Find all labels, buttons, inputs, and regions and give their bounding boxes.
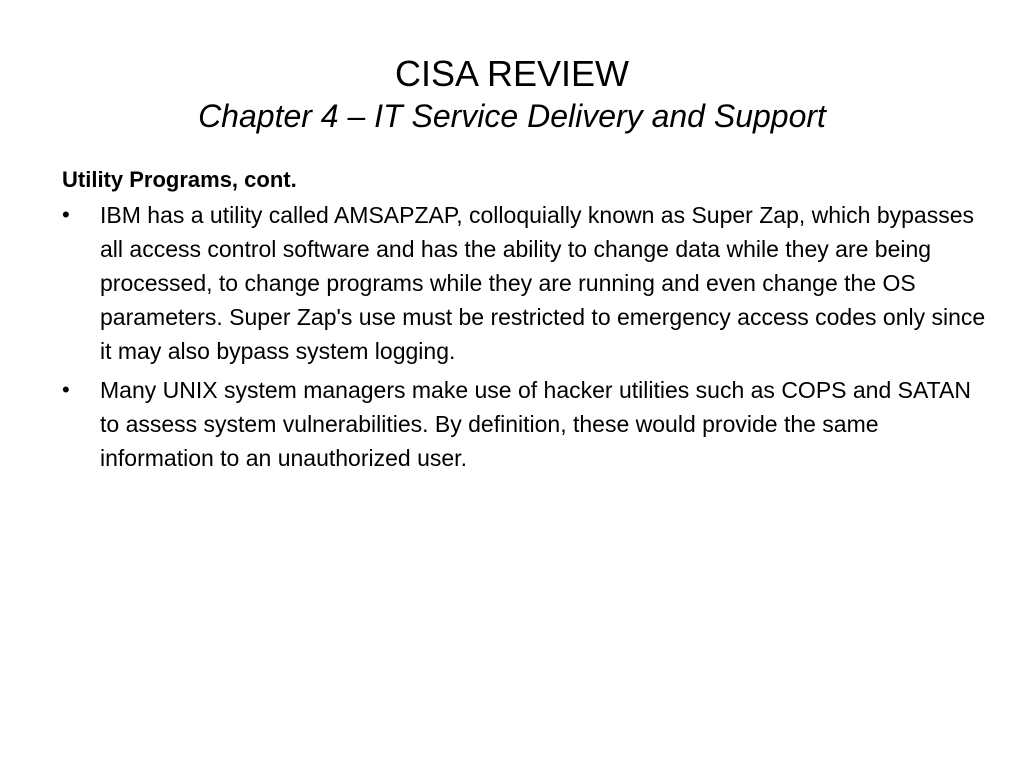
bullet-item <box>62 373 992 475</box>
slide-subtitle: Chapter 4 – IT Service Delivery and Support <box>198 98 826 134</box>
bullet-text: Many UNIX system managers make use of hacker utilities such as COPS and SATAN to assess system vulnerabilities. By definition, these would provide the same information to an unauthorized user. <box>100 377 971 471</box>
section-heading: Utility Programs, cont. <box>62 167 297 192</box>
slide-content <box>62 164 992 480</box>
bullet-list <box>62 198 992 475</box>
bullet-item <box>62 198 992 368</box>
bullet-text: IBM has a utility called AMSAPZAP, colloquially known as Super Zap, which bypasses all access control software and has the ability to change data while they are being processed, to change programs while they are running and even change the OS parameters. Super Zap's use must be restricted to emergency access codes only since it may also bypass system logging. <box>100 202 986 364</box>
slide-title: CISA REVIEW <box>394 53 630 94</box>
bullet-icon: • <box>62 202 70 227</box>
bullet-icon: • <box>62 377 70 402</box>
title-block <box>60 52 964 136</box>
